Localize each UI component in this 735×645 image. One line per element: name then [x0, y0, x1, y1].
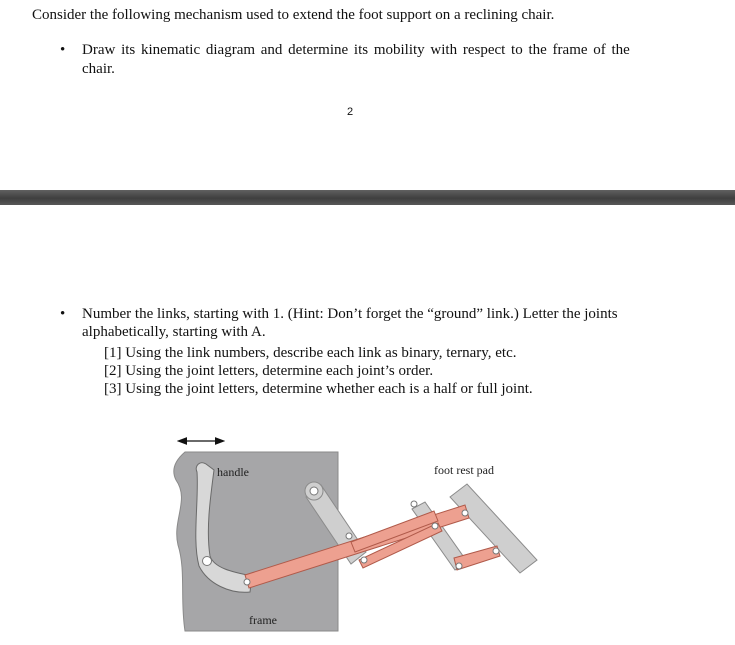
question-item-2: [2] Using the joint letters, determine each joint’s order.: [104, 363, 434, 379]
joint-circle: [462, 510, 468, 516]
bullet-dot-2: •: [60, 306, 66, 322]
foot-rest-label: foot rest pad: [434, 463, 494, 477]
joint-circle: [244, 579, 250, 585]
joint-circle: [361, 557, 367, 563]
bullet2-line2: alphabetically, starting with A.: [82, 324, 266, 340]
joint-circle: [310, 487, 318, 495]
frame-label: frame: [249, 613, 277, 627]
joint-circle: [493, 548, 499, 554]
joint-circle: [456, 563, 462, 569]
question-item-3: [3] Using the joint letters, determine whether each is a half or full joint.: [104, 381, 533, 397]
joint-circle: [432, 523, 438, 529]
page-number: 2: [347, 106, 354, 118]
joint-circle: [346, 533, 352, 539]
handle-label: handle: [217, 465, 249, 479]
question-item-1: [1] Using the link numbers, describe each link as binary, ternary, etc.: [104, 345, 517, 361]
bullet1-line1: Draw its kinematic diagram and determine its mobility with respect to the frame of the: [82, 42, 630, 58]
bullet2-line1: Number the links, starting with 1. (Hint: Don’t forget the “ground” link.) Letter the joints: [82, 306, 618, 322]
intro-text: Consider the following mechanism used to extend the foot support on a reclining chair.: [32, 7, 555, 23]
bullet-dot-1: •: [60, 42, 66, 58]
joint-circle: [411, 501, 417, 507]
handle-pivot-joint: [203, 557, 212, 566]
bullet1-line2: chair.: [82, 61, 115, 77]
